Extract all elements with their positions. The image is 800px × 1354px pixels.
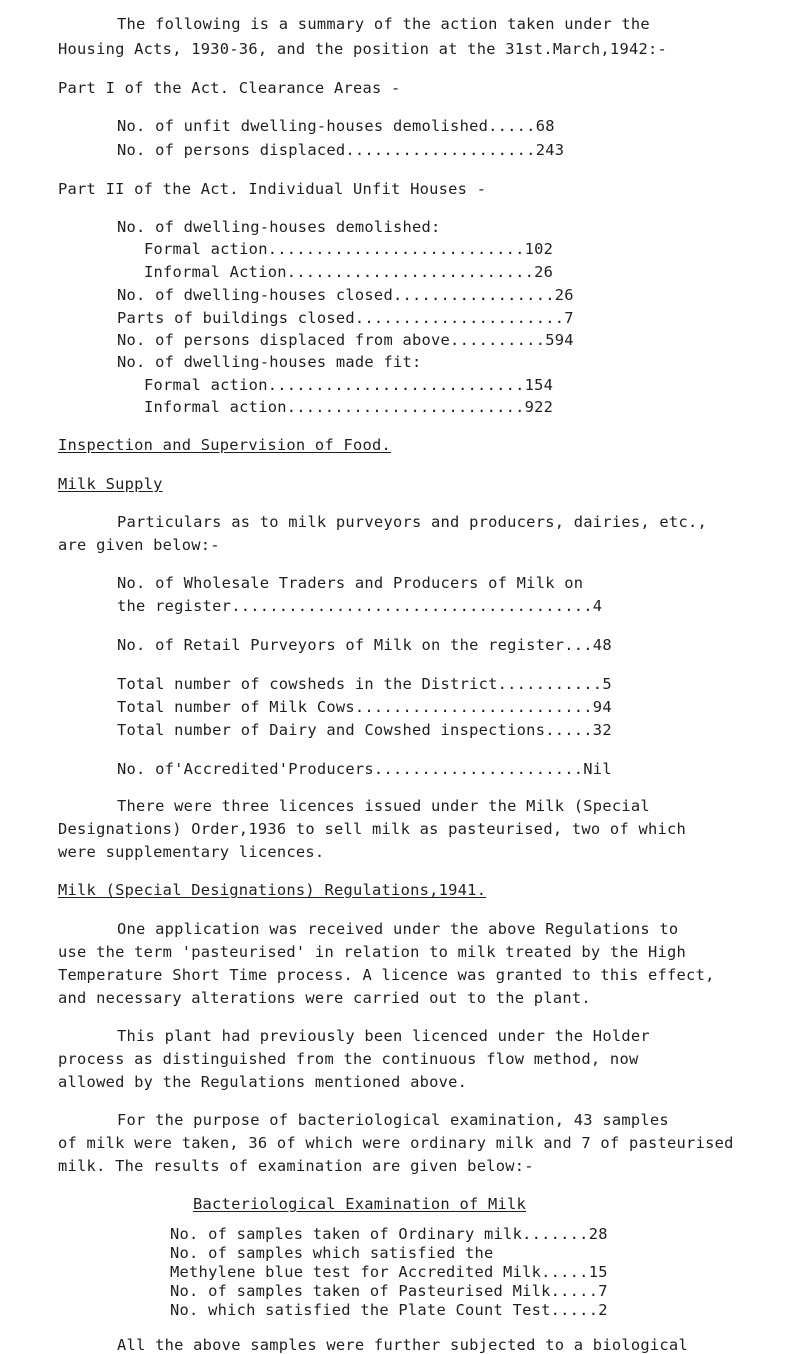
licences-line-2: Designations) Order,1936 to sell milk as pasteurised, two of which bbox=[58, 820, 687, 838]
bact-row-methylene: Methylene blue test for Accredited Milk.....15 bbox=[170, 1263, 608, 1281]
part2-row-demolished: No. of dwelling-houses demolished: bbox=[117, 218, 441, 236]
part2-row-parts-closed: Parts of buildings closed......................7 bbox=[117, 309, 574, 327]
regulations-p1-line-2: use the term 'pasteurised' in relation to milk treated by the High bbox=[58, 943, 687, 961]
regulations-p1-line-1: One application was received under the above Regulations to bbox=[117, 920, 679, 938]
regulations-heading: Milk (Special Designations) Regulations,1941. bbox=[58, 881, 487, 899]
wholesale-line-2: the register......................................4 bbox=[117, 597, 603, 615]
bact-row-ordinary-taken: No. of samples taken of Ordinary milk.......28 bbox=[170, 1225, 608, 1243]
part2-row-made-fit: No. of dwelling-houses made fit: bbox=[117, 353, 422, 371]
part2-heading: Part II of the Act. Individual Unfit Houses - bbox=[58, 180, 487, 198]
intro-line-1: The following is a summary of the action taken under the bbox=[117, 15, 650, 33]
part2-row-informal-action: Informal Action..........................26 bbox=[144, 263, 554, 281]
regulations-p2-line-1: This plant had previously been licenced under the Holder bbox=[117, 1027, 650, 1045]
part1-row-displaced: No. of persons displaced....................243 bbox=[117, 141, 565, 159]
intro-line-2: Housing Acts, 1930-36, and the position at the 31st.March,1942:- bbox=[58, 40, 668, 58]
particulars-line-1: Particulars as to milk purveyors and producers, dairies, etc., bbox=[117, 513, 707, 531]
particulars-line-2: are given below:- bbox=[58, 536, 220, 554]
accredited-producers: No. of'Accredited'Producers......................Nil bbox=[117, 760, 612, 778]
part1-heading: Part I of the Act. Clearance Areas - bbox=[58, 79, 401, 97]
bacteriological-heading: Bacteriological Examination of Milk bbox=[193, 1195, 527, 1213]
inspection-heading: Inspection and Supervision of Food. bbox=[58, 436, 392, 454]
biological-line-1: All the above samples were further subjected to a biological bbox=[117, 1336, 688, 1354]
regulations-p1-line-4: and necessary alterations were carried out to the plant. bbox=[58, 989, 591, 1007]
regulations-p3-line-1: For the purpose of bacteriological examination, 43 samples bbox=[117, 1111, 669, 1129]
total-milk-cows: Total number of Milk Cows.........................94 bbox=[117, 698, 612, 716]
part2-row-fit-formal: Formal action...........................154 bbox=[144, 376, 554, 394]
part2-row-closed: No. of dwelling-houses closed.................26 bbox=[117, 286, 574, 304]
bact-row-plate-count: No. which satisfied the Plate Count Test.....2 bbox=[170, 1301, 608, 1319]
bact-row-pasteurised-taken: No. of samples taken of Pasteurised Milk.....7 bbox=[170, 1282, 608, 1300]
part2-row-displaced: No. of persons displaced from above..........594 bbox=[117, 331, 574, 349]
total-cowsheds: Total number of cowsheds in the District...........5 bbox=[117, 675, 612, 693]
wholesale-line-1: No. of Wholesale Traders and Producers of Milk on bbox=[117, 574, 584, 592]
regulations-p1-line-3: Temperature Short Time process. A licence was granted to this effect, bbox=[58, 966, 715, 984]
licences-line-1: There were three licences issued under the Milk (Special bbox=[117, 797, 650, 815]
regulations-p3-line-2: of milk were taken, 36 of which were ordinary milk and 7 of pasteurised bbox=[58, 1134, 734, 1152]
total-inspections: Total number of Dairy and Cowshed inspections.....32 bbox=[117, 721, 612, 739]
part1-row-demolished: No. of unfit dwelling-houses demolished.....68 bbox=[117, 117, 555, 135]
retail-purveyors: No. of Retail Purveyors of Milk on the register...48 bbox=[117, 636, 612, 654]
milk-supply-heading: Milk Supply bbox=[58, 475, 163, 493]
part2-row-fit-informal: Informal action.........................922 bbox=[144, 398, 554, 416]
bact-row-satisfied: No. of samples which satisfied the bbox=[170, 1244, 494, 1262]
part2-row-formal-action: Formal action...........................102 bbox=[144, 240, 554, 258]
regulations-p2-line-2: process as distinguished from the continuous flow method, now bbox=[58, 1050, 639, 1068]
regulations-p3-line-3: milk. The results of examination are given below:- bbox=[58, 1157, 534, 1175]
licences-line-3: were supplementary licences. bbox=[58, 843, 325, 861]
regulations-p2-line-3: allowed by the Regulations mentioned above. bbox=[58, 1073, 468, 1091]
